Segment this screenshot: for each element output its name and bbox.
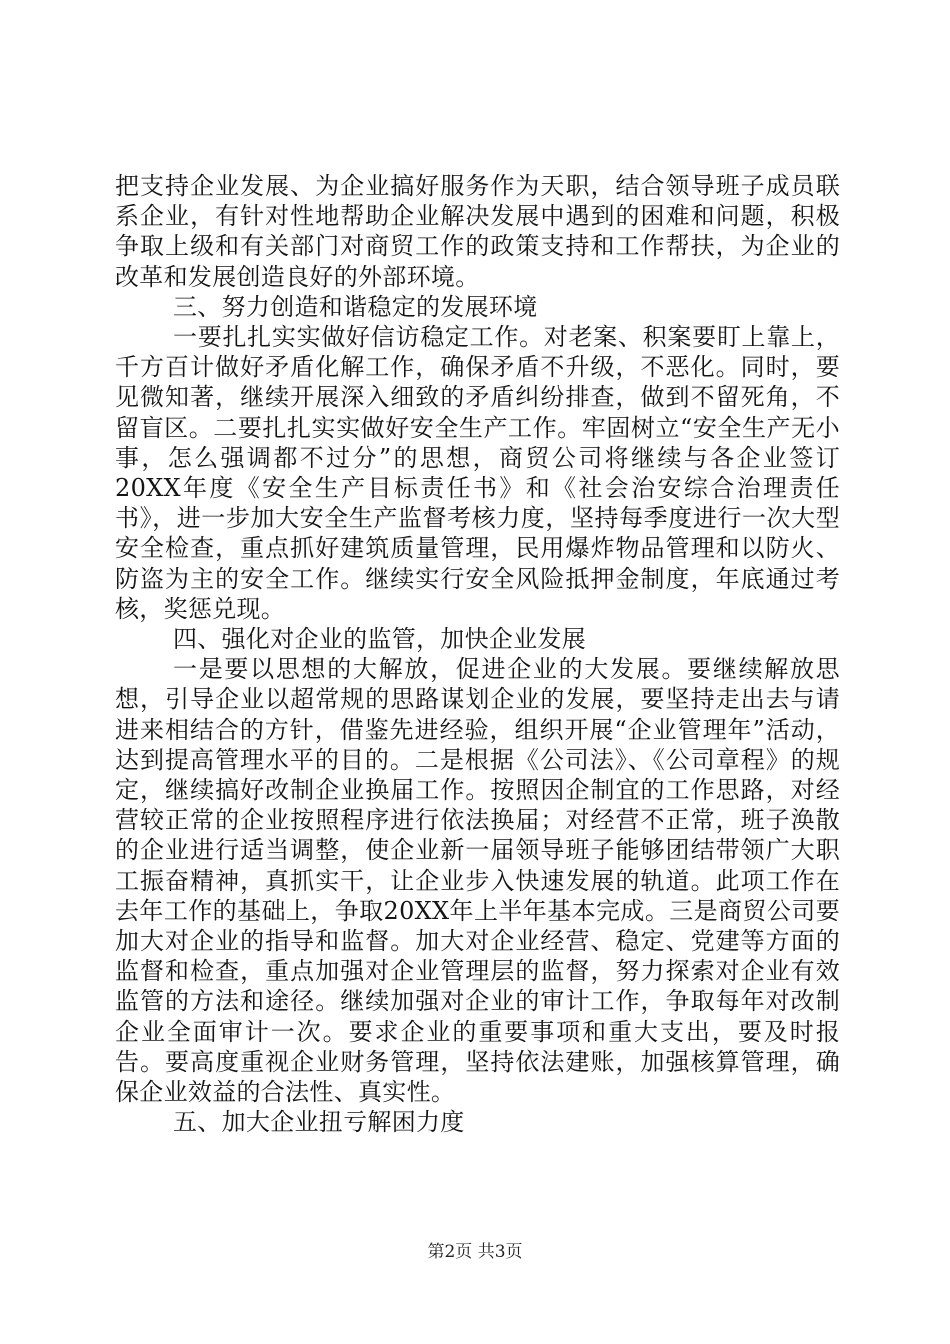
- section-heading-5: 五、加大企业扭亏解困力度: [173, 1108, 465, 1137]
- paragraph-continuation: 把支持企业发展、为企业搞好服务作为天职，结合领导班子成员联系企业，有针对性地帮助企业解决发展中遇到的困难和问题，积极争取上级和有关部门对商贸工作的政策支持和工作帮扶，为企业的改革和发展创造良好的外部环境。: [115, 172, 840, 291]
- page-footer: [0, 1242, 950, 1262]
- page-number-label: 第2页 共3页: [427, 1242, 523, 1262]
- section-heading-4: 四、强化对企业的监管，加快企业发展: [173, 625, 587, 654]
- document-body: [115, 171, 840, 1138]
- paragraph-stability-safety: 一要扎扎实实做好信访稳定工作。对老案、积案要盯上靠上，千方百计做好矛盾化解工作，确保矛盾不升级，不恶化。同时，要见微知著，继续开展深入细致的矛盾纠纷排查，做到不留死角，不留盲区。二要扎扎实实做好安全生产工作。牢固树立“安全生产无小事，怎么强调都不过分”的思想，商贸公司将继续与各企业签订20XX年度《安全生产目标责任书》和《社会治安综合治理责任书》，进一步加大安全生产监督考核力度，坚持每季度进行一次大型安全检查，重点抓好建筑质量管理，民用爆炸物品管理和以防火、防盗为主的安全工作。继续实行安全风险抵押金制度，年底通过考核，奖惩兑现。: [115, 323, 840, 623]
- paragraph-supervision: 一是要以思想的大解放，促进企业的大发展。要继续解放思想，引导企业以超常规的思路谋划企业的发展，要坚持走出去与请进来相结合的方针，借鉴先进经验，组织开展“企业管理年”活动，达到提高管理水平的目的。二是根据《公司法》、《公司章程》的规定，继续搞好改制企业换届工作。按照因企制宜的工作思路，对经营较正常的企业按照程序进行依法换届；对经营不正常，班子涣散的企业进行适当调整，使企业新一届领导班子能够团结带领广大职工振奋精神，真抓实干，让企业步入快速发展的轨道。此项工作在去年工作的基础上，争取20XX年上半年基本完成。三是商贸公司要加大对企业的指导和监督。加大对企业经营、稳定、党建等方面的监督和检查，重点加强对企业管理层的监督，努力探索对企业有效监管的方法和途径。继续加强对企业的审计工作，争取每年对改制企业全面审计一次。要求企业的重要事项和重大支出，要及时报告。要高度重视企业财务管理，坚持依法建账，加强核算管理，确保企业效益的合法性、真实性。: [115, 655, 840, 1107]
- section-heading-3: 三、努力创造和谐稳定的发展环境: [173, 292, 538, 321]
